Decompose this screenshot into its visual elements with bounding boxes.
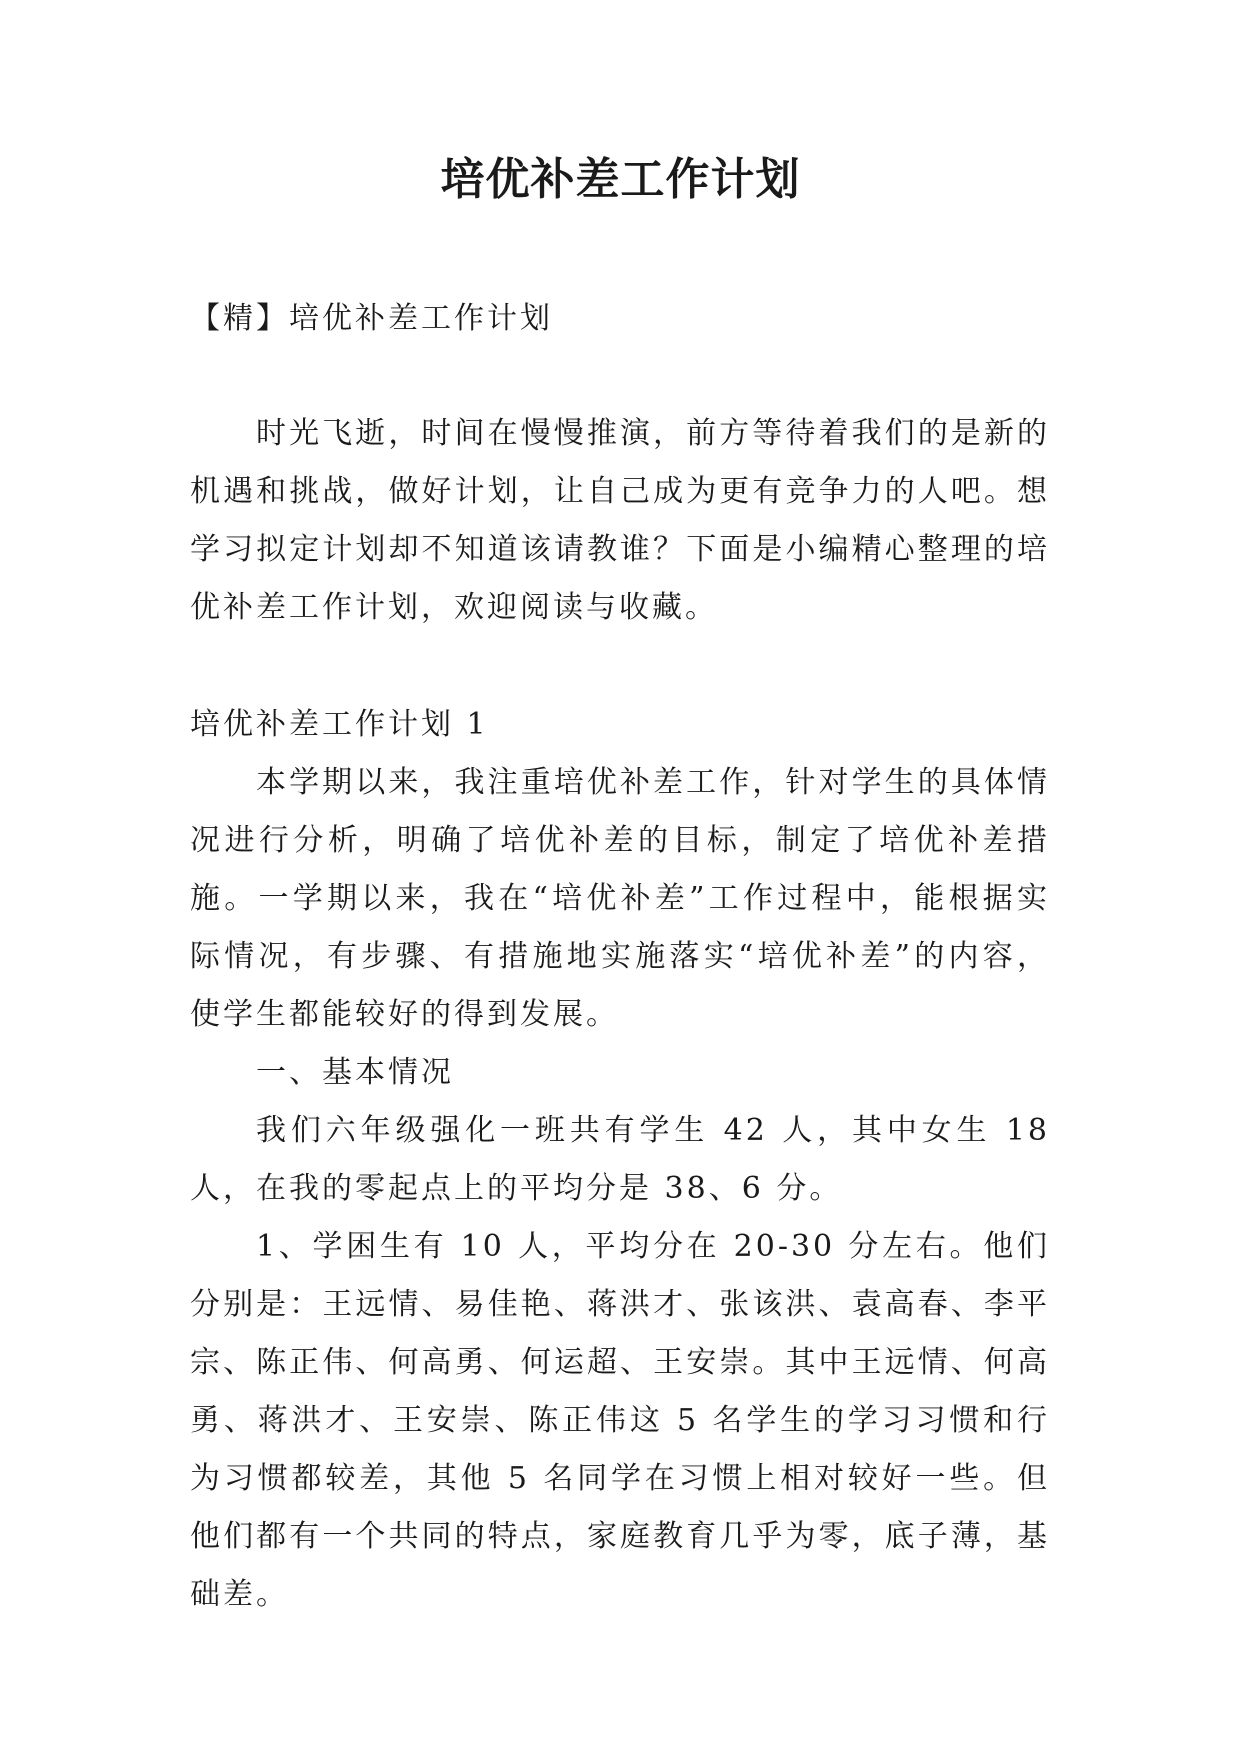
document-title: 培优补差工作计划 — [440, 154, 801, 205]
intro-paragraph: 时光飞逝，时间在慢慢推演，前方等待着我们的是新的机遇和挑战，做好计划，让自己成为更有竞争力的人吧。想学习拟定计划却不知道该请教谁？下面是小编精心整理的培优补差工作计划，欢迎阅读与收藏。 — [190, 416, 1050, 625]
body-paragraph: 本学期以来，我注重培优补差工作，针对学生的具体情况进行分析，明确了培优补差的目标，制定了培优补差措施。一学期以来，我在“培优补差”工作过程中，能根据实际情况，有步骤、有措施地实施落实“培优补差”的内容，使学生都能较好的得到发展。 — [190, 765, 1050, 1032]
section-heading: 一、基本情况 — [256, 1055, 454, 1090]
section-title: 培优补差工作计划 1 — [190, 707, 489, 742]
document-subtitle: 【精】培优补差工作计划 — [190, 301, 553, 336]
section-content — [190, 754, 1050, 1624]
body-paragraph: 我们六年级强化一班共有学生 42 人，其中女生 18 人，在我的零起点上的平均分是 38、6 分。 — [190, 1113, 1050, 1206]
intro-paragraph-block — [190, 405, 1050, 637]
body-paragraph: 1、学困生有 10 人，平均分在 20-30 分左右。他们分别是：王远情、易佳艳、蒋洪才、张该洪、袁高春、李平宗、陈正伟、何高勇、何运超、王安崇。其中王远情、何高勇、蒋洪才、王安崇、陈正伟这 5 名学生的学习习惯和行为习惯都较差，其他 5 名同学在习惯上相对较好一些。但他们都有一个共同的特点，家庭教育几乎为零，底子薄，基础差。 — [190, 1229, 1050, 1612]
